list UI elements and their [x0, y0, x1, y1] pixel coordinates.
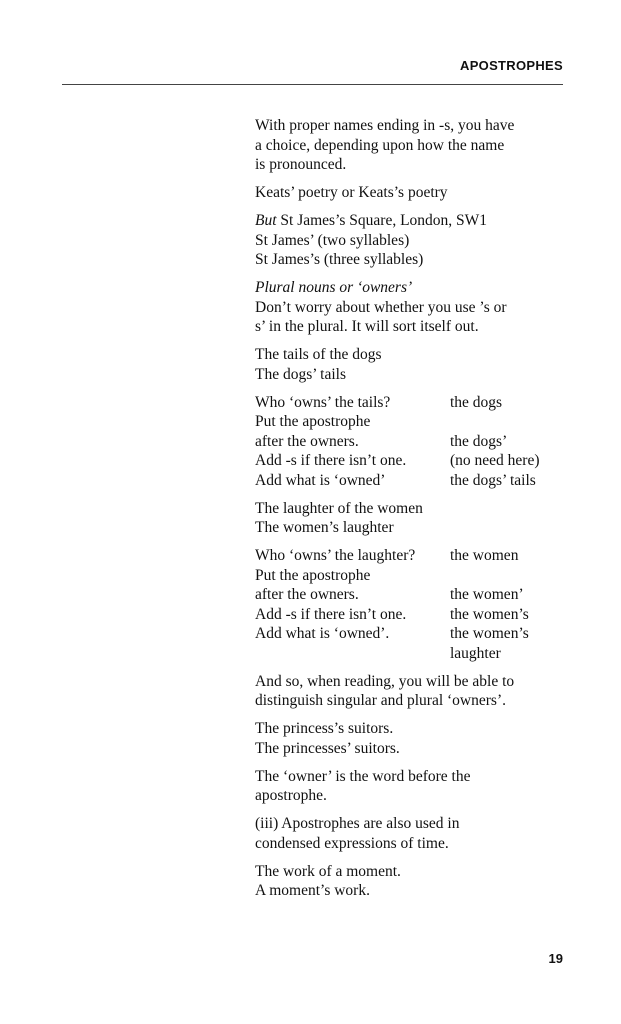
result-cell: (no need here) [450, 452, 540, 469]
text-line: The work of a moment. [255, 862, 401, 880]
result-cell: the dogs [450, 393, 503, 411]
step-cell: after the owners. [255, 432, 359, 450]
result-cell: the women’ [450, 586, 524, 603]
owner-note [255, 767, 565, 806]
text-line: The princess’s suitors. [255, 720, 394, 737]
step-cell: Add -s if there isn’t one. [255, 452, 407, 469]
intro-paragraph [255, 116, 565, 175]
step-cell: Who ‘owns’ the tails? [255, 393, 391, 411]
step-cell: Put the apostrophe [255, 566, 371, 584]
dogs-example [255, 345, 565, 384]
text-line: And so, when reading, you will be able to [255, 672, 515, 690]
text-line: The tails of the dogs [255, 346, 382, 363]
moment-example [255, 862, 565, 901]
page-number: 19 [548, 951, 563, 966]
text-line: condensed expressions of time. [255, 834, 449, 852]
women-steps-table [255, 546, 565, 663]
result-cell: the women [450, 547, 519, 564]
step-cell: Add what is ‘owned’. [255, 625, 390, 642]
step-cell: after the owners. [255, 586, 359, 603]
time-expressions [255, 814, 565, 853]
result-cell [450, 412, 565, 432]
st-james-example [255, 211, 565, 270]
text-line: s’ in the plural. It will sort itself out. [255, 318, 479, 335]
step-cell [255, 644, 450, 664]
result-cell [450, 566, 565, 586]
result-cell: the dogs’ tails [450, 471, 536, 489]
step-cell: Add what is ‘owned’ [255, 471, 386, 489]
step-cell: Add -s if there isn’t one. [255, 605, 407, 623]
text-line: St James’s (three syllables) [255, 251, 424, 268]
text-line: The women’s laughter [255, 519, 394, 536]
result-cell: the women’s [450, 605, 529, 623]
plural-section [255, 278, 565, 337]
text-line: a choice, depending upon how the name [255, 136, 505, 154]
text-line: Don’t worry about whether you use ’s or [255, 298, 507, 316]
text-line: The dogs’ tails [255, 365, 346, 383]
keats-example [255, 183, 565, 203]
women-example [255, 499, 565, 538]
text-line: St James’ (two syllables) [255, 231, 410, 249]
step-cell: Put the apostrophe [255, 413, 371, 430]
text-line: apostrophe. [255, 787, 327, 804]
text-line: The princesses’ suitors. [255, 739, 400, 757]
text-line: The ‘owner’ is the word before the [255, 767, 471, 785]
text-line [255, 211, 565, 231]
dogs-steps-table [255, 393, 565, 491]
running-header-title: APOSTROPHES [460, 58, 563, 73]
plural-heading: Plural nouns or ‘owners’ [255, 279, 413, 296]
but-label: But [255, 212, 277, 229]
result-cell: laughter [450, 644, 501, 662]
body-text [255, 116, 565, 909]
result-cell: the women’s [450, 625, 529, 642]
text-line: The laughter of the women [255, 499, 423, 517]
st-james-square: St James’s Square, London, SW1 [276, 212, 488, 229]
step-cell: Who ‘owns’ the laughter? [255, 547, 416, 564]
text-line: (iii) Apostrophes are also used in [255, 815, 460, 832]
princess-example [255, 719, 565, 758]
header-divider [62, 84, 563, 85]
result-cell: the dogs’ [450, 432, 508, 450]
text-line: A moment’s work. [255, 882, 370, 899]
text-line: is pronounced. [255, 156, 347, 173]
text-line: distinguish singular and plural ‘owners’. [255, 692, 506, 709]
reading-paragraph [255, 672, 565, 711]
text-line: Keats’ poetry or Keats’s poetry [255, 184, 448, 201]
text-line: With proper names ending in -s, you have [255, 117, 515, 134]
